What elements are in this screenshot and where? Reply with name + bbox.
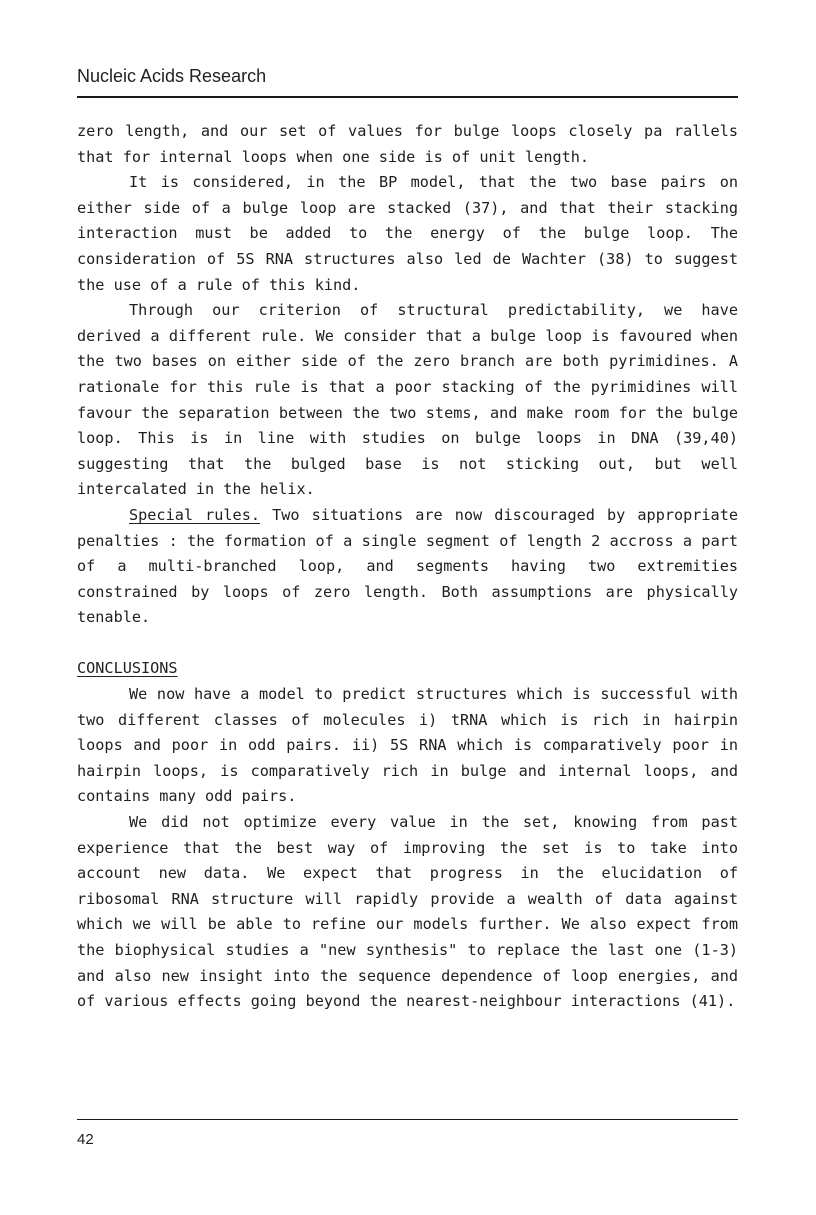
footer-rule <box>77 1119 738 1120</box>
paragraph: We now have a model to predict structures which is successful with two different classes of molecules i) tRNA which is rich in hairpin loops and poor in odd pairs. ii) 5S RNA which is comparatively poor in hairpin loops, is comparatively rich in bulge and internal loops, and contains many odd pairs. <box>77 685 738 806</box>
body-text <box>77 119 738 1015</box>
section-gap <box>77 631 738 657</box>
paragraph: zero length, and our set of values for bulge loops closely pa rallels that for internal loops when one side is of unit length. <box>77 122 738 166</box>
header-rule <box>77 96 738 98</box>
run-in-heading: Special rules. <box>129 505 260 524</box>
paragraph: We did not optimize every value in the set, knowing from past experience that the best way of improving the set is to take into account new data. We expect that progress in the elucidation of ribosomal RNA structure will rapidly provide a wealth of data against which we will be able to refine our models further. We also expect from the biophysical studies a "new synthesis" to replace the last one (1-3) and also new insight into the sequence dependence of loop energies, and of various effects going beyond the nearest-neighbour interactions (41). <box>77 813 738 1011</box>
paragraph-text: Two situations are now discouraged by appropriate penalties : the formation of a single segment of length 2 accross a part of a multi-branched loop, and segments having two extremities constrained by loops of zero length. Both assumptions are physically tenable. <box>77 505 738 627</box>
paragraph: Through our criterion of structural predictability, we have derived a different rule. We consider that a bulge loop is favoured when the two bases on either side of the zero branch are both pyrimidines. A rationale for this rule is that a poor stacking of the pyrimidines will favour the separation between the two stems, and make room for the bulge loop. This is in line with studies on bulge loops in DNA (39,40) suggesting that the bulged base is not sticking out, but well intercalated in the helix. <box>77 301 738 499</box>
journal-title: Nucleic Acids Research <box>77 66 267 86</box>
page-number: 42 <box>77 1131 94 1148</box>
paragraph-special-rules <box>77 503 738 631</box>
section-heading: CONCLUSIONS <box>77 659 178 678</box>
paragraph: It is considered, in the BP model, that the two base pairs on either side of a bulge loop are stacked (37), and that their stacking interaction must be added to the energy of the bulge loop. The consideration of 5S RNA structures also led de Wachter (38) to suggest the use of a rule of this kind. <box>77 173 738 294</box>
